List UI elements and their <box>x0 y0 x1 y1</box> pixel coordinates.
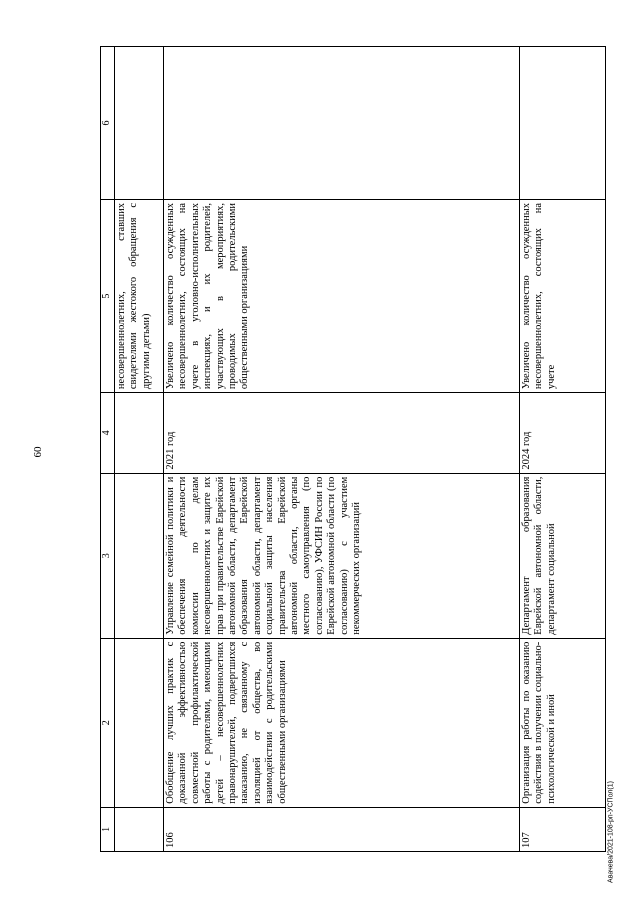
note-cell <box>115 47 164 200</box>
table-cell <box>115 393 164 474</box>
column-number: 2 <box>101 638 115 807</box>
document-sheet <box>100 46 606 852</box>
column-number-row <box>101 47 115 852</box>
measure-cell: Обобщение лучших практик с доказанной эффективностью совместной профилактической работы с родителями, имеющими детей – несовершеннолетних правонарушителей, подвергшихся наказанию, не связанному с изоляцией от общества, во взаимодействии с родительскими общественными организациями <box>164 638 520 807</box>
column-number: 1 <box>101 807 115 851</box>
continuation-row <box>115 47 164 852</box>
note-cell <box>164 47 520 200</box>
column-number: 3 <box>101 473 115 638</box>
column-number: 6 <box>101 47 115 200</box>
page-number: 60 <box>32 446 44 458</box>
row-number: 107 <box>520 807 606 851</box>
deadline-cell: 2021 год <box>164 393 520 474</box>
table-cell <box>115 638 164 807</box>
table-row <box>164 47 520 852</box>
indicator-cell: Увеличено количество осужденных несовершеннолетних, состоящих на учете в уголовно-исполнительных инспекциях, и их родителей, участвующих в мероприятиях, проводимых родительскими общественными организациями <box>164 199 520 392</box>
document-code: Авачева/2021-108-рп-УСПол(1) <box>607 781 615 883</box>
indicator-cell: несовершеннолетних, ставших свидетелями жестокого обращения с другими детьми) <box>115 199 164 392</box>
column-number: 5 <box>101 199 115 392</box>
executors-cell: Управление семейной политики и обеспечения деятельности комиссии по делам несовершеннолетних и защите их прав при правительстве Еврейской автономной области, департамент образования Еврейской автономной области, департамент социальной защиты населения правительства Еврейской автономной области, органы местного самоуправления (по согласованию), УФСИН России по Еврейской автономной области (по согласованию) с участием некоммерческих организаций <box>164 473 520 638</box>
column-number: 4 <box>101 393 115 474</box>
table-cell <box>115 807 164 851</box>
table-row <box>520 47 606 852</box>
executors-cell: Департамент образования Еврейской автономной области, департамент социальной <box>520 473 606 638</box>
row-number: 106 <box>164 807 520 851</box>
indicator-cell: Увеличено количество осужденных несовершеннолетних, состоящих на учете <box>520 199 606 392</box>
measure-cell: Организация работы по оказанию содействия в получении социально-психологической и иной <box>520 638 606 807</box>
deadline-cell: 2024 год <box>520 393 606 474</box>
measures-table <box>100 46 606 852</box>
note-cell <box>520 47 606 200</box>
table-cell <box>115 473 164 638</box>
